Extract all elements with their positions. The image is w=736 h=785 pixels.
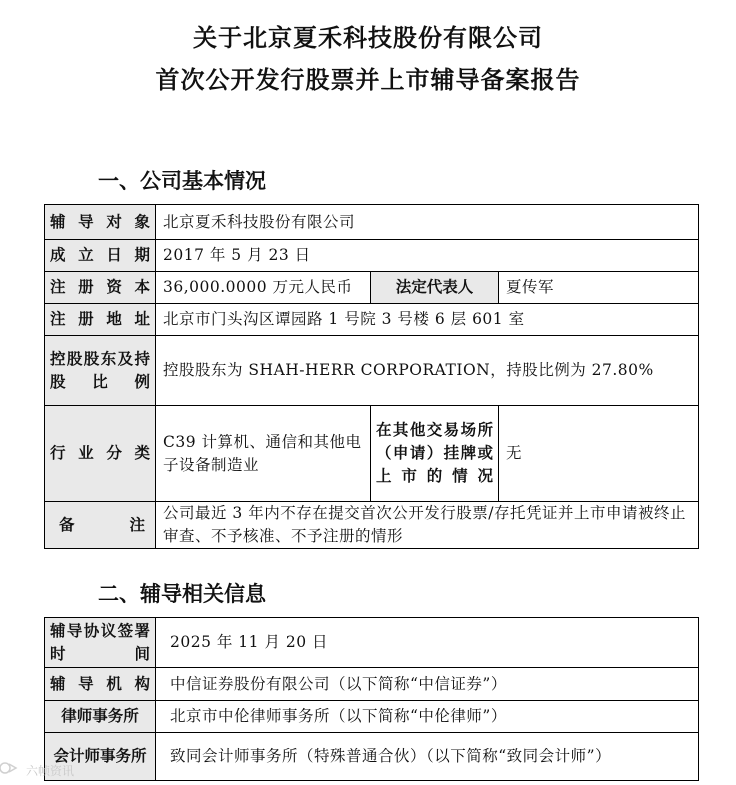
basic-info-table [44,204,699,549]
remark-value: 公司最近 3 年内不存在提交首次公开发行股票/存托凭证并上市申请被终止审查、不予核准、不予注册的情形 [156,502,699,549]
industry-label: 行业分类 [45,406,156,502]
address-label: 注册地址 [45,304,156,336]
capital-label: 注册资本 [45,272,156,304]
accounting-label: 会计师事务所 [45,733,156,781]
agreement-value: 2025 年 11 月 20 日 [156,618,699,668]
remark-label: 备注 [45,502,156,549]
legal-rep-label: 法定代表人 [371,272,499,304]
table-row [45,240,699,272]
section-heading-basic-info: 一、公司基本情况 [98,169,266,193]
watermark-text: 六帧资讯 [26,764,75,778]
advisee-value: 北京夏禾科技股份有限公司 [156,205,699,240]
law-firm-label: 律师事务所 [45,701,156,733]
holder-label: 控股股东及持股比例 [45,336,156,406]
advisee-label: 辅导对象 [45,205,156,240]
watermark-logo-icon [0,760,20,776]
capital-value: 36,000.0000 万元人民币 [156,272,371,304]
other-listing-label: 在其他交易场所（申请）挂牌或上市的情况 [371,406,499,502]
doc-title-line1: 关于北京夏禾科技股份有限公司 [193,24,543,52]
law-firm-value: 北京市中伦律师事务所（以下简称“中伦律师”） [156,701,699,733]
advisory-info-table [44,617,699,781]
legal-rep-value: 夏传军 [499,272,699,304]
table-row [45,406,699,502]
accounting-value: 致同会计师事务所（特殊普通合伙）（以下简称“致同会计师”） [156,733,699,781]
industry-value: C39 计算机、通信和其他电子设备制造业 [156,406,371,502]
table-row [45,336,699,406]
agreement-label: 辅导协议签署时间 [45,618,156,668]
table-row [45,502,699,549]
holder-value: 控股股东为 SHAH-HERR CORPORATION，持股比例为 27.80% [156,336,699,406]
table-row [45,272,699,304]
table-row [45,701,699,733]
table-row [45,205,699,240]
table-row [45,668,699,701]
table-row [45,304,699,336]
institution-label: 辅导机构 [45,668,156,701]
table-row [45,618,699,668]
address-value: 北京市门头沟区谭园路 1 号院 3 号楼 6 层 601 室 [156,304,699,336]
institution-value: 中信证券股份有限公司（以下简称“中信证券”） [156,668,699,701]
other-listing-value: 无 [499,406,699,502]
table-row [45,733,699,781]
doc-title-line2: 首次公开发行股票并上市辅导备案报告 [155,66,581,94]
section-heading-advisory-info: 二、辅导相关信息 [98,582,266,606]
founded-label: 成立日期 [45,240,156,272]
founded-value: 2017 年 5 月 23 日 [156,240,699,272]
